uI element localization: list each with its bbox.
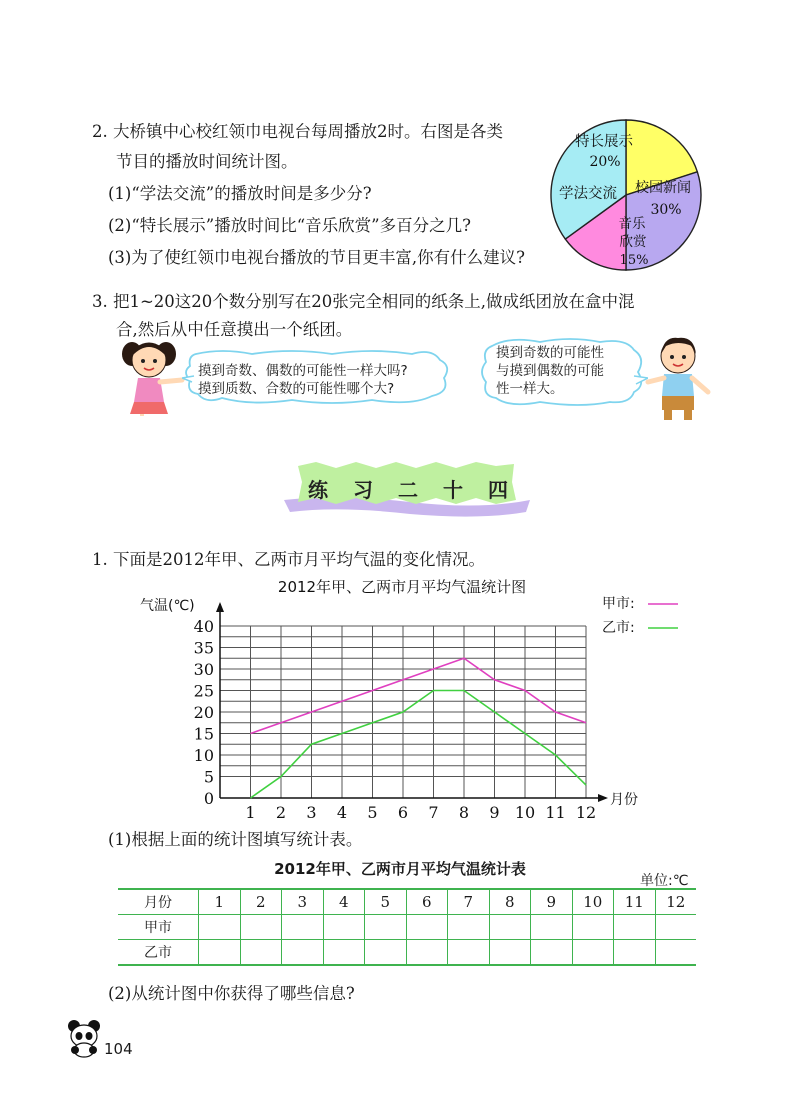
table-header-month: 6	[406, 889, 448, 915]
legend-label: 乙市:	[602, 620, 635, 636]
pie-label-yinyue-pct: 15%	[619, 253, 649, 268]
table-header-month: 9	[531, 889, 573, 915]
table-cell[interactable]	[406, 940, 448, 966]
series-line-jia	[251, 658, 587, 733]
x-tick-label: 7	[428, 803, 439, 820]
chart-series	[251, 658, 587, 798]
table-unit: 单位:℃	[640, 873, 689, 889]
q2-line2: 节目的播放时间统计图。	[116, 152, 298, 171]
x-tick-label: 2	[275, 803, 287, 820]
table-cell[interactable]	[448, 940, 490, 966]
stats-table	[118, 888, 696, 966]
pie-label-xuefa: 学法交流	[559, 186, 617, 202]
x-tick-label: 6	[397, 803, 409, 820]
x-axis-label: 月份	[610, 792, 638, 808]
table-header-month: 8	[489, 889, 531, 915]
table-title: 2012年甲、乙两市月平均气温统计表	[274, 860, 526, 878]
table-cell[interactable]	[489, 915, 531, 940]
table-cell[interactable]	[406, 915, 448, 940]
table-header-month: 2	[240, 889, 282, 915]
table-row-label-yi: 乙市	[118, 940, 199, 966]
y-tick-label: 5	[203, 767, 214, 787]
chart-title: 2012年甲、乙两市月平均气温统计图	[277, 578, 527, 596]
x-tick-label: 11	[545, 803, 566, 820]
pie-label-xiaoyuan-pct: 30%	[650, 202, 682, 218]
girl-illustration	[112, 332, 188, 416]
section-char-1: 练	[308, 478, 328, 502]
table-header-row	[118, 889, 696, 915]
y-tick-label: 30	[193, 660, 214, 679]
table-cell[interactable]	[489, 940, 531, 966]
y-tick-label: 0	[203, 789, 214, 808]
table-header-label: 月份	[118, 889, 199, 915]
y-tick-labels	[194, 617, 214, 808]
table-row-jia	[118, 915, 696, 940]
y-tick-label: 20	[193, 703, 214, 722]
table-cell[interactable]	[365, 940, 407, 966]
pie-label-yinyue2: 欣赏	[619, 234, 647, 250]
table-header-month: 7	[448, 889, 490, 915]
table-header-month: 12	[655, 889, 696, 915]
table-cell[interactable]	[365, 915, 407, 940]
section-char-4: 十	[443, 478, 463, 502]
x-tick-label: 1	[245, 803, 256, 820]
x-tick-label: 8	[458, 803, 470, 820]
line-chart	[130, 572, 710, 820]
x-tick-label: 12	[575, 803, 597, 820]
table-cell[interactable]	[614, 940, 656, 966]
table-cell[interactable]	[655, 940, 696, 966]
table-cell[interactable]	[614, 915, 656, 940]
q2-sub1: (1)“学法交流”的播放时间是多少分?	[108, 184, 372, 203]
q3-line2: 合,然后从中任意摸出一个纸团。	[116, 320, 353, 339]
table-cell[interactable]	[655, 915, 696, 940]
q2-sub3: (3)为了使红领巾电视台播放的节目更丰富,你有什么建议?	[108, 248, 525, 267]
table-cell[interactable]	[531, 940, 573, 966]
table-header-month: 10	[572, 889, 614, 915]
q2-line1: 2. 大桥镇中心校红领巾电视台每周播放2时。右图是各类	[92, 122, 503, 141]
section-char-3: 二	[398, 478, 418, 502]
pie-label-tezhang: 特长展示	[575, 134, 633, 150]
table-cell[interactable]	[282, 915, 324, 940]
q3-line1: 3. 把1~20这20个数分别写在20张完全相同的纸条上,做成纸团放在盒中混	[92, 292, 635, 311]
table-cell[interactable]	[199, 915, 241, 940]
table-row-label-jia: 甲市	[118, 915, 199, 940]
section-title	[308, 474, 508, 503]
panda-icon	[64, 1018, 104, 1058]
ex1-line1: 1. 下面是2012年甲、乙两市月平均气温的变化情况。	[92, 550, 485, 569]
x-tick-label: 3	[306, 803, 317, 820]
table-cell[interactable]	[572, 915, 614, 940]
girl-bubble-line1: 摸到奇数、偶数的可能性一样大吗?	[198, 363, 408, 379]
table-row-yi	[118, 940, 696, 966]
table-header-month: 4	[323, 889, 365, 915]
chart-axes	[216, 602, 608, 802]
table-cell[interactable]	[240, 915, 282, 940]
pie-chart	[546, 116, 706, 274]
table-header-month: 3	[282, 889, 324, 915]
chart-legend	[602, 596, 678, 636]
table-cell[interactable]	[199, 940, 241, 966]
page-number: 104	[104, 1040, 133, 1058]
boy-bubble-line3: 性一样大。	[496, 381, 564, 397]
x-tick-label: 9	[489, 803, 500, 820]
table-header-month: 1	[199, 889, 241, 915]
table-header-month: 11	[614, 889, 656, 915]
pie-label-tezhang-pct: 20%	[589, 154, 621, 170]
y-tick-label: 10	[193, 746, 214, 765]
y-tick-label: 40	[193, 617, 214, 636]
table-cell[interactable]	[240, 940, 282, 966]
section-char-2: 习	[353, 478, 373, 502]
x-tick-label: 5	[367, 803, 378, 820]
x-tick-label: 4	[336, 803, 348, 820]
boy-bubble-line2: 与摸到偶数的可能	[496, 363, 604, 379]
table-cell[interactable]	[323, 940, 365, 966]
x-tick-label: 10	[514, 803, 536, 820]
q2-sub2: (2)“特长展示”播放时间比“音乐欣赏”多百分之几?	[108, 216, 471, 235]
y-tick-label: 35	[193, 638, 214, 658]
x-axis-arrow	[598, 794, 608, 802]
pie-label-xiaoyuan: 校园新闻	[635, 180, 691, 196]
y-axis-arrow	[216, 602, 224, 612]
girl-bubble-line2: 摸到质数、合数的可能性哪个大?	[198, 381, 395, 397]
boy-illustration	[640, 330, 718, 422]
x-tick-labels	[245, 803, 596, 820]
ex1-sub2: (2)从统计图中你获得了哪些信息?	[108, 984, 355, 1003]
table-cell[interactable]	[572, 940, 614, 966]
boy-bubble-line1: 摸到奇数的可能性	[496, 345, 604, 361]
table-cell[interactable]	[531, 915, 573, 940]
y-tick-label: 25	[193, 681, 214, 701]
table-cell[interactable]	[448, 915, 490, 940]
table-header-month: 5	[365, 889, 407, 915]
legend-label: 甲市:	[602, 596, 635, 612]
ex1-sub1: (1)根据上面的统计图填写统计表。	[108, 830, 363, 849]
table-cell[interactable]	[282, 940, 324, 966]
table-cell[interactable]	[323, 915, 365, 940]
pie-label-yinyue1: 音乐	[618, 216, 646, 232]
y-axis-label: 气温(℃)	[140, 598, 195, 614]
section-char-5: 四	[488, 478, 508, 502]
y-tick-label: 15	[193, 724, 214, 744]
